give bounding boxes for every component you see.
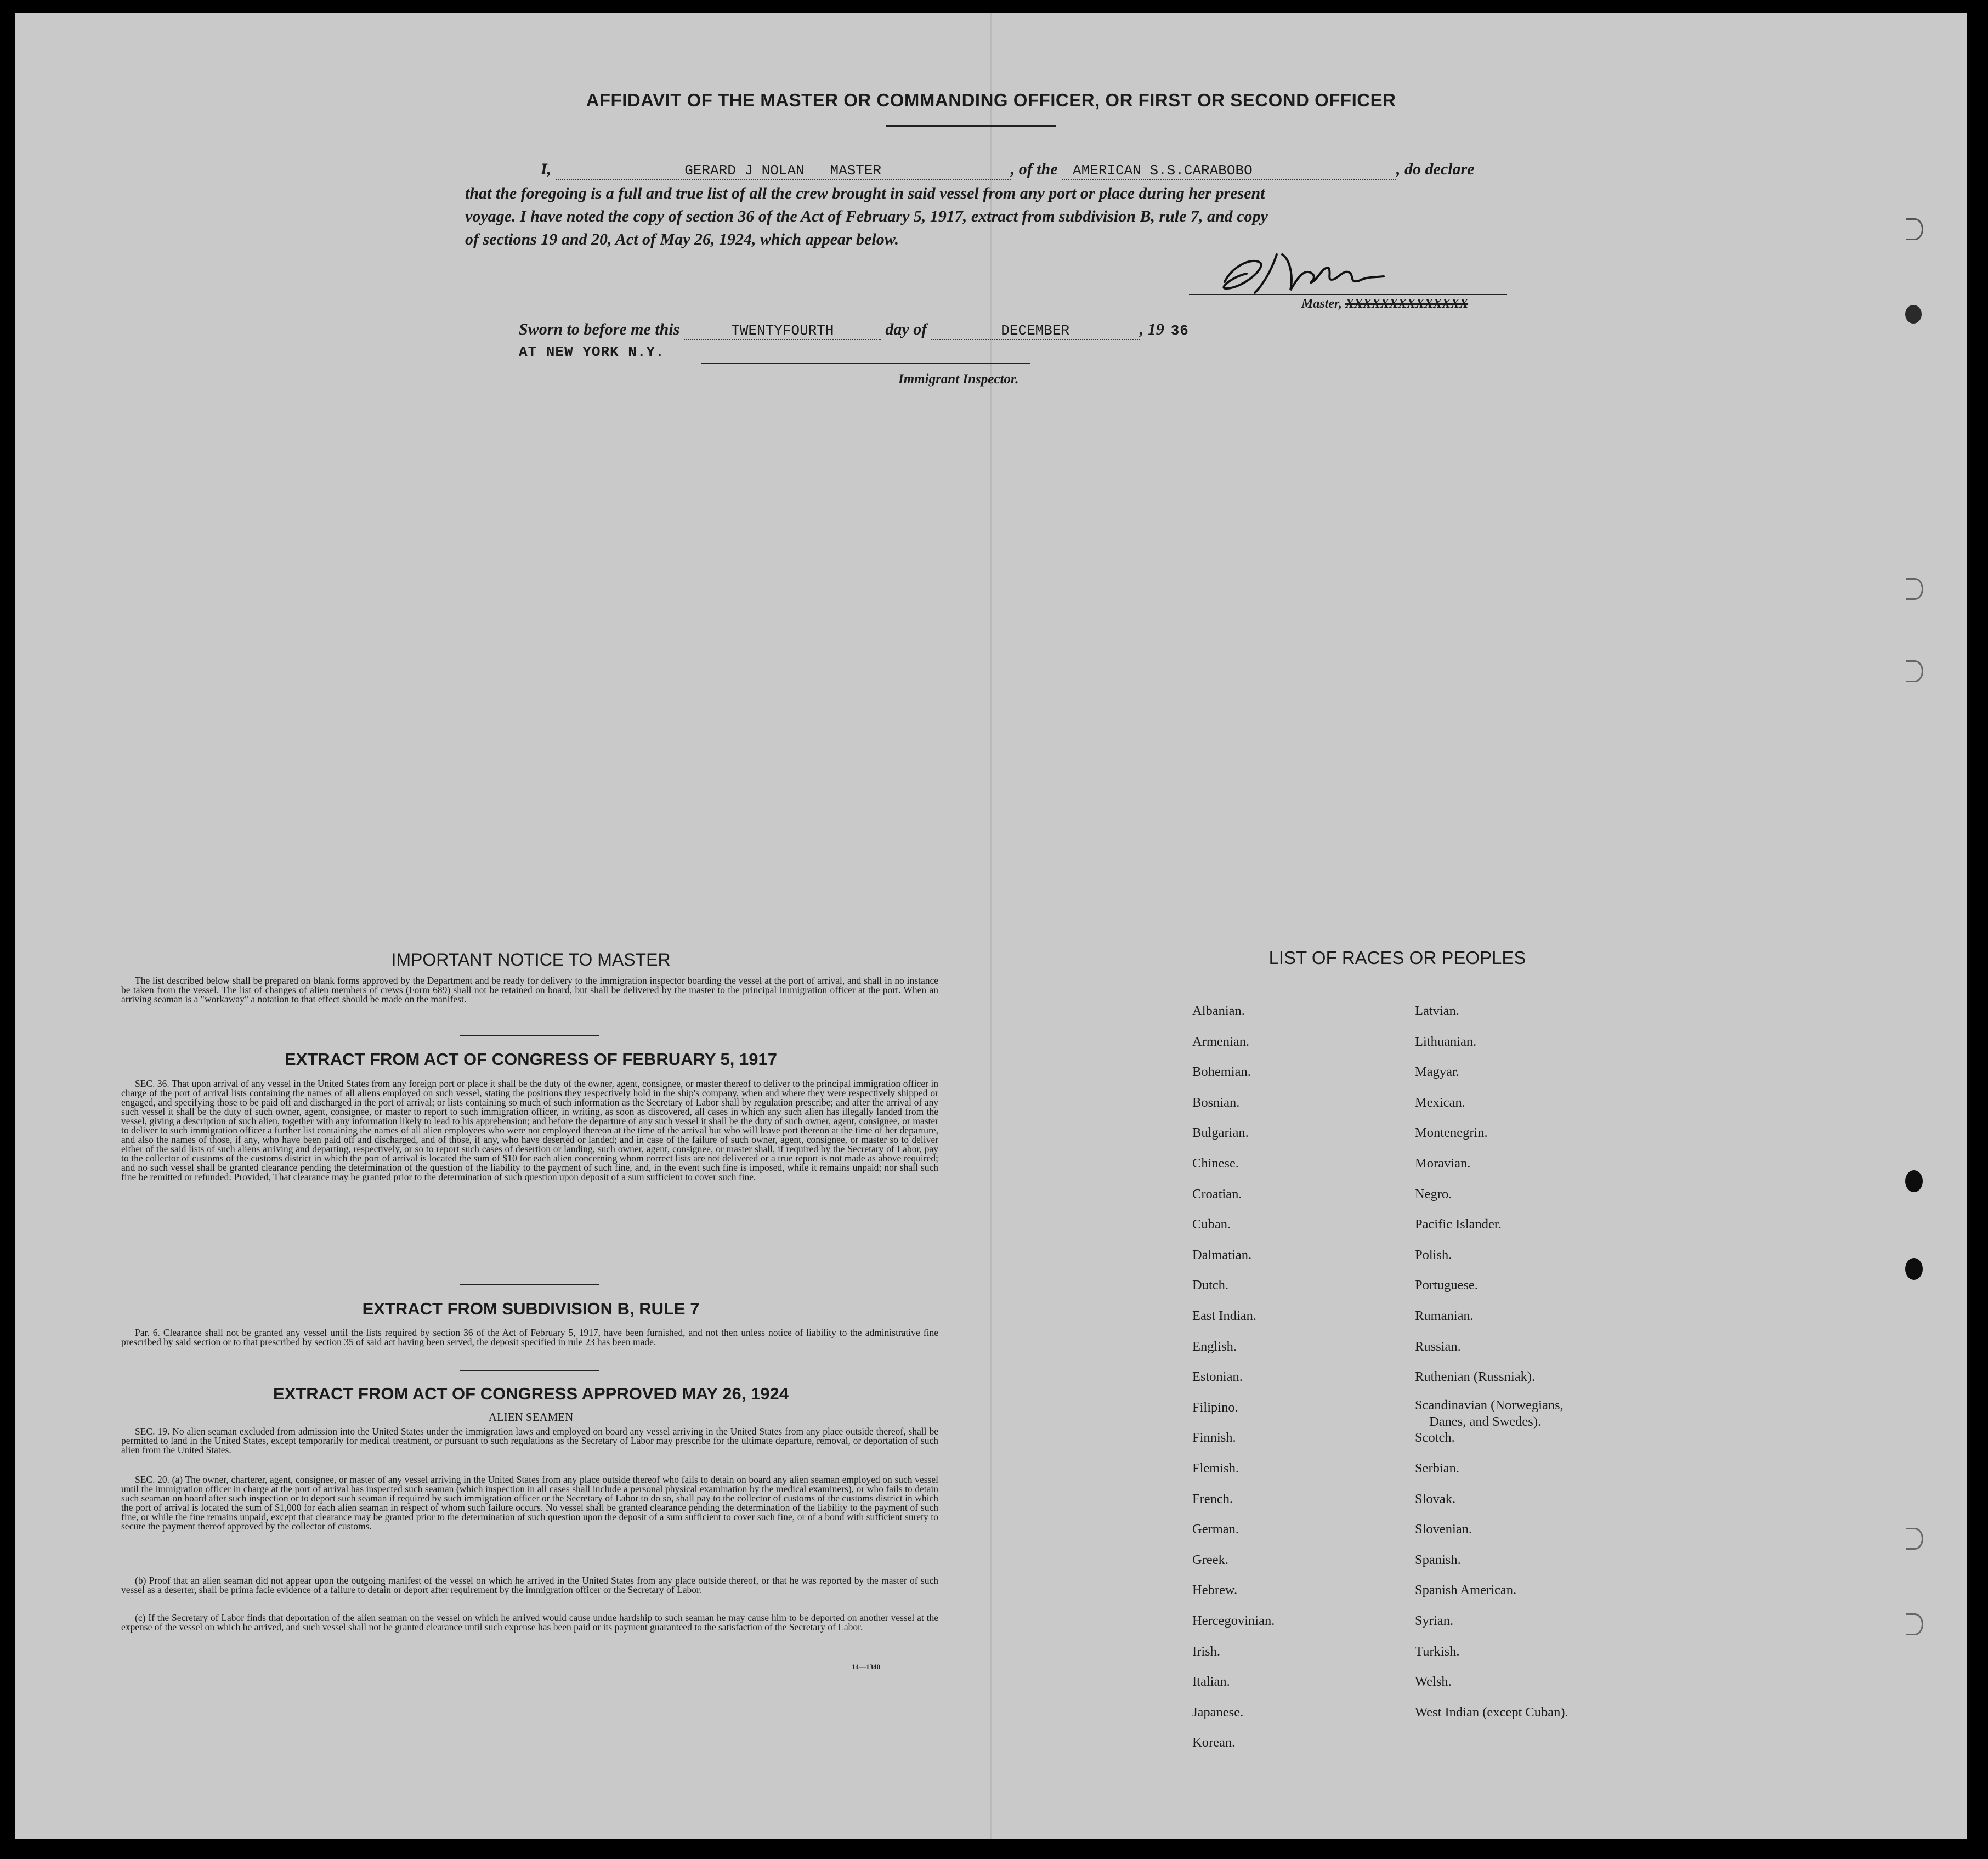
race-item: Bulgarian. bbox=[1192, 1125, 1249, 1141]
document-page bbox=[15, 13, 1967, 1839]
punch-hole bbox=[1905, 1170, 1923, 1192]
race-item: Bohemian. bbox=[1192, 1064, 1251, 1080]
race-item: Korean. bbox=[1192, 1735, 1236, 1750]
races-title: LIST OF RACES OR PEOPLES bbox=[1268, 948, 1526, 968]
inspector-line bbox=[701, 363, 1030, 364]
sworn-place: AT NEW YORK N.Y. bbox=[519, 344, 665, 360]
race-item: English. bbox=[1192, 1339, 1237, 1354]
punch-hole bbox=[1906, 1528, 1923, 1550]
race-item: East Indian. bbox=[1192, 1308, 1257, 1323]
divider-2 bbox=[460, 1284, 599, 1285]
center-fold bbox=[990, 13, 992, 1839]
race-item: Turkish. bbox=[1415, 1643, 1460, 1659]
do-declare-label: , do declare bbox=[1396, 160, 1475, 178]
master-title-label: Master, bbox=[1301, 297, 1343, 311]
race-item: Italian. bbox=[1192, 1674, 1230, 1690]
race-item: Croatian. bbox=[1192, 1186, 1242, 1201]
inspector-label: Immigrant Inspector. bbox=[898, 372, 1019, 387]
race-item: Negro. bbox=[1415, 1186, 1452, 1201]
punch-hole bbox=[1906, 578, 1923, 600]
race-item: Latvian. bbox=[1415, 1004, 1459, 1018]
affidavit-line-1 bbox=[541, 160, 1550, 180]
race-item: Filipino. bbox=[1192, 1399, 1238, 1415]
punch-hole bbox=[1905, 305, 1922, 324]
sworn-label: Sworn to before me this bbox=[519, 320, 680, 338]
race-item: Portuguese. bbox=[1415, 1278, 1478, 1293]
subdivision-title: EXTRACT FROM SUBDIVISION B, RULE 7 bbox=[362, 1299, 700, 1318]
race-item: Greek. bbox=[1192, 1552, 1228, 1567]
race-item: Scandinavian (Norwegians, bbox=[1415, 1397, 1564, 1413]
race-item: Magyar. bbox=[1415, 1064, 1459, 1080]
divider-3 bbox=[460, 1370, 599, 1371]
extract-1924-sec20a: SEC. 20. (a) The owner, charterer, agent, consignee, or master of any vessel arriving in the United States from any place outside thereof who fails to detain on board any alien seaman employed on such vessel until the immigration officer in charge at the port of arrival has inspected such seaman (which inspection in all cases shall include a personal physical examination by the medical examiners), or who fails to detain such seaman on board after such inspection or to deport such seaman if required by such immigration officer or the Secretary of Labor to do so, shall pay to the collector of customs of the customs district in which the port of arrival is located the sum of $1,000 for each alien seaman in respect of whom such failure occurs. No vessel shall be granted clearance pending the determination of the liability to the payment of such fine, or while the fine remains unpaid, except that clearance may be granted prior to the determination of such question upon the deposit of a sum sufficient to cover such fine, or of a bond with sufficient surety to secure the payment thereof approved by the collector of customs. bbox=[121, 1474, 938, 1532]
race-item: Lithuanian. bbox=[1415, 1034, 1477, 1049]
of-the-label: , of the bbox=[1010, 160, 1058, 178]
divider-1 bbox=[460, 1035, 599, 1036]
sworn-month-field: DECEMBER bbox=[931, 322, 1140, 340]
sworn-line bbox=[519, 320, 1189, 340]
subdivision-body: Par. 6. Clearance shall not be granted any vessel until the lists required by section 36 of the Act of February 5, 1917, have been furnished, and not then unless notice of liability to the administrative fine prescribed by said section or to that prescribed by section 35 of said act having been served, the deposit specified in rule 23 has been made. bbox=[121, 1327, 938, 1347]
punch-hole bbox=[1906, 1613, 1923, 1635]
race-item: Hercegovinian. bbox=[1192, 1613, 1275, 1628]
affidavit-title: AFFIDAVIT OF THE MASTER OR COMMANDING OFFICER, OR FIRST OR SECOND OFFICER bbox=[586, 90, 1396, 110]
race-item: French. bbox=[1192, 1491, 1233, 1506]
punch-hole bbox=[1906, 660, 1923, 682]
race-item: Slovenian. bbox=[1415, 1522, 1472, 1537]
affidavit-i: I, bbox=[541, 160, 552, 178]
race-item: Chinese. bbox=[1192, 1156, 1239, 1171]
race-item: Albanian. bbox=[1192, 1004, 1245, 1018]
race-item: Slovak. bbox=[1415, 1491, 1456, 1506]
race-item: Japanese. bbox=[1192, 1704, 1244, 1720]
struck-officer-title: XXXXXXXXXXXXXX bbox=[1345, 297, 1469, 311]
master-name-field: GERARD J NOLAN MASTER bbox=[556, 162, 1011, 180]
extract-1924-sec19: SEC. 19. No alien seaman excluded from admission into the United States under the immigration laws and employed on board any vessel arriving in the United States from any place outside thereof, shall be permitted to land in the United States, except temporarily for medical treatment, or pursuant to such regulations as the Secretary of Labor may prescribe for the ultimate departure, removal, or deportation of such alien from the United States. bbox=[121, 1426, 938, 1455]
vessel-name-field: AMERICAN S.S.CARABOBO bbox=[1062, 162, 1396, 180]
race-item: Spanish. bbox=[1415, 1552, 1461, 1567]
race-item: Montenegrin. bbox=[1415, 1125, 1488, 1141]
signature-title bbox=[1301, 297, 1468, 311]
race-item: Cuban. bbox=[1192, 1217, 1231, 1232]
sworn-day-field: TWENTYFOURTH bbox=[684, 322, 881, 340]
extract-1924-sec20b: (b) Proof that an alien seaman did not appear upon the outgoing manifest of the vessel on which he arrived in the United States from any place outside thereof, or that he was reported by the master of such vessel as a deserter, shall be prima facie evidence of a failure to detain or deport after requirement by the immigration officer or the Secretary of Labor. bbox=[121, 1575, 938, 1595]
race-item: Scotch. bbox=[1415, 1430, 1455, 1446]
race-item: Dutch. bbox=[1192, 1278, 1228, 1293]
day-of-label: day of bbox=[885, 320, 927, 338]
form-number: 14—1340 bbox=[852, 1663, 880, 1671]
signature-line bbox=[1189, 294, 1507, 295]
extract-1917-title: EXTRACT FROM ACT OF CONGRESS OF FEBRUARY 5, 1917 bbox=[285, 1050, 777, 1069]
race-item: Hebrew. bbox=[1192, 1583, 1238, 1598]
race-item: Russian. bbox=[1415, 1339, 1461, 1354]
race-item: Estonian. bbox=[1192, 1369, 1243, 1385]
race-item: Syrian. bbox=[1415, 1613, 1454, 1628]
race-item: Flemish. bbox=[1192, 1461, 1239, 1476]
title-rule bbox=[886, 125, 1056, 127]
punch-hole bbox=[1906, 218, 1923, 240]
race-item: Ruthenian (Russniak). bbox=[1415, 1369, 1536, 1385]
race-item: Danes, and Swedes). bbox=[1429, 1414, 1542, 1429]
race-item: Armenian. bbox=[1192, 1034, 1250, 1049]
extract-1924-sec20c: (c) If the Secretary of Labor finds that deportation of the alien seaman on the vessel on which he arrived would cause undue hardship to such seaman he may cause him to be deported on another vessel at the expense of the vessel on which he arrived, and such vessel shall not be granted clearance until such expense has been paid or its payment guaranteed to the satisfaction of the Secretary of Labor. bbox=[121, 1612, 938, 1633]
affidavit-line-4: of sections 19 and 20, Act of May 26, 1924, which appear below. bbox=[465, 230, 899, 248]
notice-body: The list described below shall be prepared on blank forms approved by the Department and be ready for delivery to the immigration inspector boarding the vessel at the port of arrival, and shall in no instance be taken from the vessel. The list of changes of alien members of crews (Form 689) shall not be retained on board, but shall be delivered by the master to the principal immigration officer at the port. When an arriving seaman is a "workaway" a notation to that effect should be made on the manifest. bbox=[121, 975, 938, 1005]
race-item: Pacific Islander. bbox=[1415, 1217, 1502, 1232]
notice-title: IMPORTANT NOTICE TO MASTER bbox=[391, 950, 671, 970]
race-item: German. bbox=[1192, 1522, 1239, 1537]
race-item: Mexican. bbox=[1415, 1095, 1465, 1110]
extract-1924-subtitle: ALIEN SEAMEN bbox=[488, 1410, 574, 1424]
race-item: Dalmatian. bbox=[1192, 1247, 1252, 1262]
race-item: Bosnian. bbox=[1192, 1095, 1240, 1110]
race-item: Polish. bbox=[1415, 1247, 1452, 1262]
affidavit-line-3: voyage. I have noted the copy of section 36 of the Act of February 5, 1917, extract from subdivision B, rule 7, and copy bbox=[465, 207, 1268, 225]
race-item: Rumanian. bbox=[1415, 1308, 1474, 1323]
year-prefix: , 19 bbox=[1139, 320, 1164, 338]
extract-1924-title: EXTRACT FROM ACT OF CONGRESS APPROVED MAY 26, 1924 bbox=[273, 1384, 789, 1403]
race-item: Serbian. bbox=[1415, 1461, 1459, 1476]
race-item: Finnish. bbox=[1192, 1430, 1236, 1446]
race-item: Spanish American. bbox=[1415, 1583, 1517, 1598]
extract-1917-body: SEC. 36. That upon arrival of any vessel in the United States from any foreign port or place it shall be the duty of the owner, agent, consignee, or master thereof to deliver to the principal immigration officer in charge of the port of arrival lists containing the names of all aliens employed on such vessel, stating the positions they respectively hold in the ship's company, when and where they were respectively shipped or engaged, and specifying those to be paid off and discharged in the port of arrival; or lists containing so much of such information as the Secretary of Labor shall by regulation prescribe; and after the arrival of any such vessel it shall be the duty of such owner, agent, consignee, or master to report to such immigration officer, in writing, as soon as discovered, all cases in which any such alien has illegally landed from the vessel, giving a description of such alien, together with any information likely to lead to his apprehension; and before the departure of any such vessel it shall be the duty of such owner, agent, consignee, or master to deliver to such immigration officer a further list containing the names of all alien employees who were not employed thereon at the time of the arrival but who will leave port thereon at the time of her departure, and also the names of those, if any, who have been paid off and discharged, and of those, if any, who have deserted or landed; and in case of the failure of such owner, agent, consignee, or master so to deliver either of the said lists of such aliens arriving and departing, respectively, or so to report such cases of desertion or landing, such owner, agent, consignee, or master shall, if required by the Secretary of Labor, pay to the collector of customs of the customs district in which the port of arrival is located the sum of $10 for each alien concerning whom correct lists are not delivered or a true report is not made as above required; and no such vessel shall be granted clearance pending the determination of the question of the liability to the payment of such fine, and, in the event such fine is imposed, while it remains unpaid; nor shall such fine be remitted or refunded: Provided, That clearance may be granted prior to the determination of such question upon deposit of a sum sufficient to cover such fine. bbox=[121, 1078, 938, 1182]
punch-hole bbox=[1905, 1258, 1923, 1280]
race-item: Moravian. bbox=[1415, 1156, 1471, 1171]
sworn-year-field: 36 bbox=[1170, 322, 1189, 339]
race-item: West Indian (except Cuban). bbox=[1415, 1704, 1568, 1720]
affidavit-line-2: that the foregoing is a full and true list of all the crew brought in said vessel from any port or place during her present bbox=[465, 184, 1265, 202]
race-item: Irish. bbox=[1192, 1643, 1221, 1659]
race-item: Welsh. bbox=[1415, 1674, 1452, 1690]
